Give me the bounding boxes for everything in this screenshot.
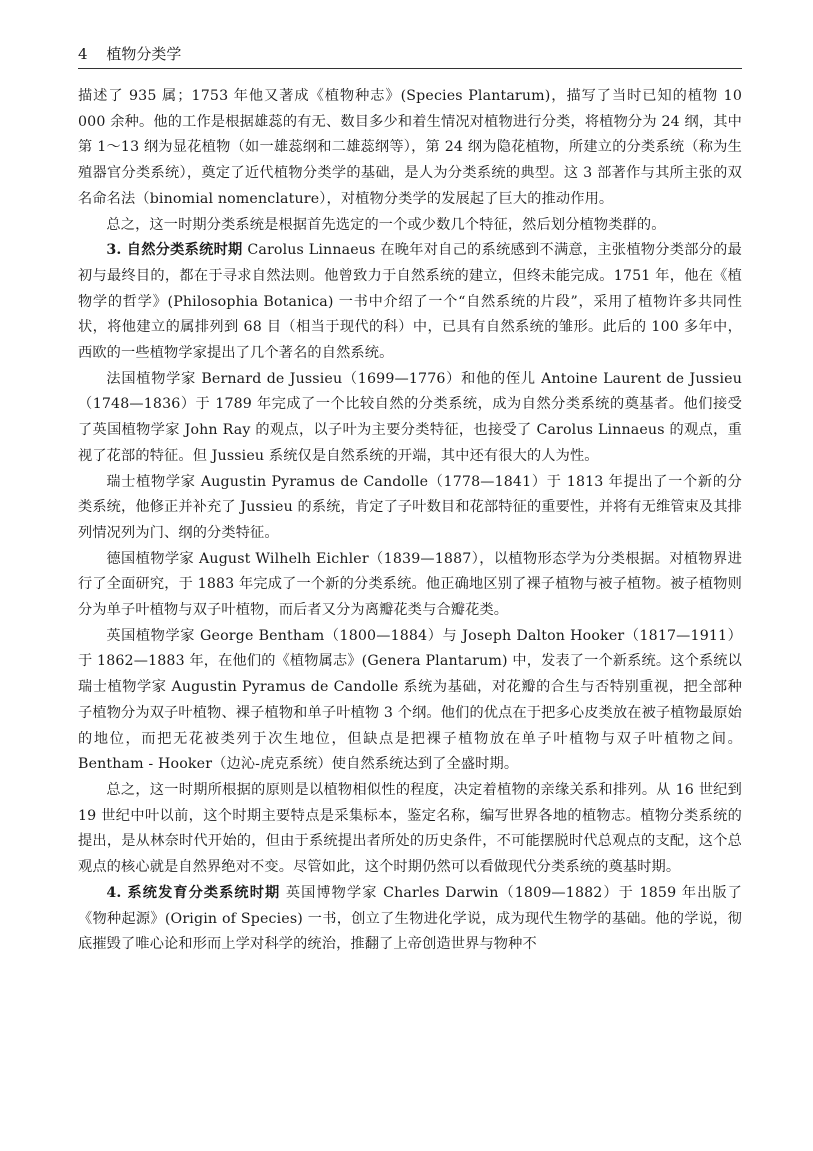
section-heading: 3. 自然分类系统时期 xyxy=(106,242,243,259)
paragraph-text: 总之，这一时期所根据的原则是以植物相似性的程度，决定着植物的亲缘关系和排列。从 16 世纪到 19 世纪中叶以前，这个时期主要特点是采集标本，鉴定名称，编写世界各地的植物志。植物分类系统的提出，是从林奈时代开始的，但由于系统提出者所处的历史条件，不可能摆脱时代总观点的支配，这个总观点的核心就是自然界绝对不变。尽管如此，这个时期仍然可以看做现代分类系统的奠基时期。 xyxy=(78,781,742,876)
paragraph-text: Carolus Linnaeus 在晚年对自己的系统感到不满意，主张植物分类部分的最初与最终目的，都在于寻求自然法则。他曾致力于自然系统的建立，但终未能完成。1751 年，他在《植物学的哲学》(Philosophia Botanica) 一书中介绍了一个“自然系统的片段”，采用了植物许多共同性状，将他建立的属排列到 68 目（相当于现代的科）中，已具有自然系统的雏形。此后的 100 多年中，西欧的一些植物学家提出了几个著名的自然系统。 xyxy=(78,242,742,362)
paragraph-text: 总之，这一时期分类系统是根据首先选定的一个或少数几个特征，然后划分植物类群的。 xyxy=(106,216,666,233)
paragraph xyxy=(78,84,742,213)
running-title: 植物分类学 xyxy=(106,45,182,63)
paragraph-text: 描述了 935 属；1753 年他又著成《植物种志》(Species Plantarum)，描写了当时已知的植物 10 000 余种。他的工作是根据雄蕊的有无、数目多少和着生情况对植物进行分类，将植物分为 24 纲，其中第 1～13 纲为显花植物（如一雄蕊纲和二雄蕊纲等），第 24 纲为隐花植物，所建立的分类系统（称为生殖器官分类系统），奠定了近代植物分类学的基础，是人为分类系统的典型。这 3 部著作与其所主张的双名命名法（binomial nomenclature），对植物分类学的发展起了巨大的推动作用。 xyxy=(78,88,742,207)
paragraph-text: 英国植物学家 George Bentham（1800—1884）与 Joseph Dalton Hooker（1817—1911）于 1862—1883 年，在他们的《植物属志》(Genera Plantarum) 中，发表了一个新系统。这个系统以瑞士植物学家 Augustin Pyramus de Candolle 系统为基础，对花瓣的合生与否特别重视，把全部种子植物分为双子叶植物、裸子植物和单子叶植物 3 个纲。他们的优点在于把多心皮类放在被子植物最原始的地位，而把无花被类列于次生地位，但缺点是把裸子植物放在单子叶植物与双子叶植物之间。Bentham - Hooker（边沁-虎克系统）使自然系统达到了全盛时期。 xyxy=(78,627,742,773)
paragraph xyxy=(78,213,742,239)
paragraph xyxy=(78,367,742,470)
section-heading: 4. 系统发育分类系统时期 xyxy=(106,884,281,901)
section-paragraph xyxy=(78,881,742,958)
body-text xyxy=(78,84,742,958)
paragraph-text: 英国博物学家 Charles Darwin（1809—1882）于 1859 年出版了《物种起源》(Origin of Species) 一书，创立了生物进化学说，成为现代生物学的基础。他的学说，彻底摧毁了唯心论和形而上学对科学的统治，推翻了上帝创造世界与物种不 xyxy=(78,884,743,953)
section-paragraph xyxy=(78,238,742,367)
paragraph xyxy=(78,624,742,778)
paragraph-text: 德国植物学家 August Wilhelh Eichler（1839—1887），以植物形态学为分类根据。对植物界进行了全面研究，于 1883 年完成了一个新的分类系统。他正确地区别了裸子植物与被子植物。被子植物则分为单子叶植物与双子叶植物，而后者又分为离瓣花类与合瓣花类。 xyxy=(78,550,742,619)
paragraph-text: 法国植物学家 Bernard de Jussieu（1699—1776）和他的侄儿 Antoine Laurent de Jussieu（1748—1836）于 1789 年完成了一个比较自然的分类系统，成为自然分类系统的奠基者。他们接受了英国植物学家 John Ray 的观点，以子叶为主要分类特征，也接受了 Carolus Linnaeus 的观点，重视了花部的特征。但 Jussieu 系统仅是自然系统的开端，其中还有很大的人为性。 xyxy=(78,370,742,464)
paragraph xyxy=(78,470,742,547)
page-number: 4 xyxy=(78,45,88,63)
paragraph xyxy=(78,547,742,624)
paragraph xyxy=(78,778,742,881)
running-header xyxy=(78,44,742,69)
paragraph-text: 瑞士植物学家 Augustin Pyramus de Candolle（1778—1841）于 1813 年提出了一个新的分类系统，他修正并补充了 Jussieu 的系统，肯定了子叶数目和花部特征的重要性，并将有无维管束及其排列情况列为门、纲的分类特征。 xyxy=(78,473,743,541)
